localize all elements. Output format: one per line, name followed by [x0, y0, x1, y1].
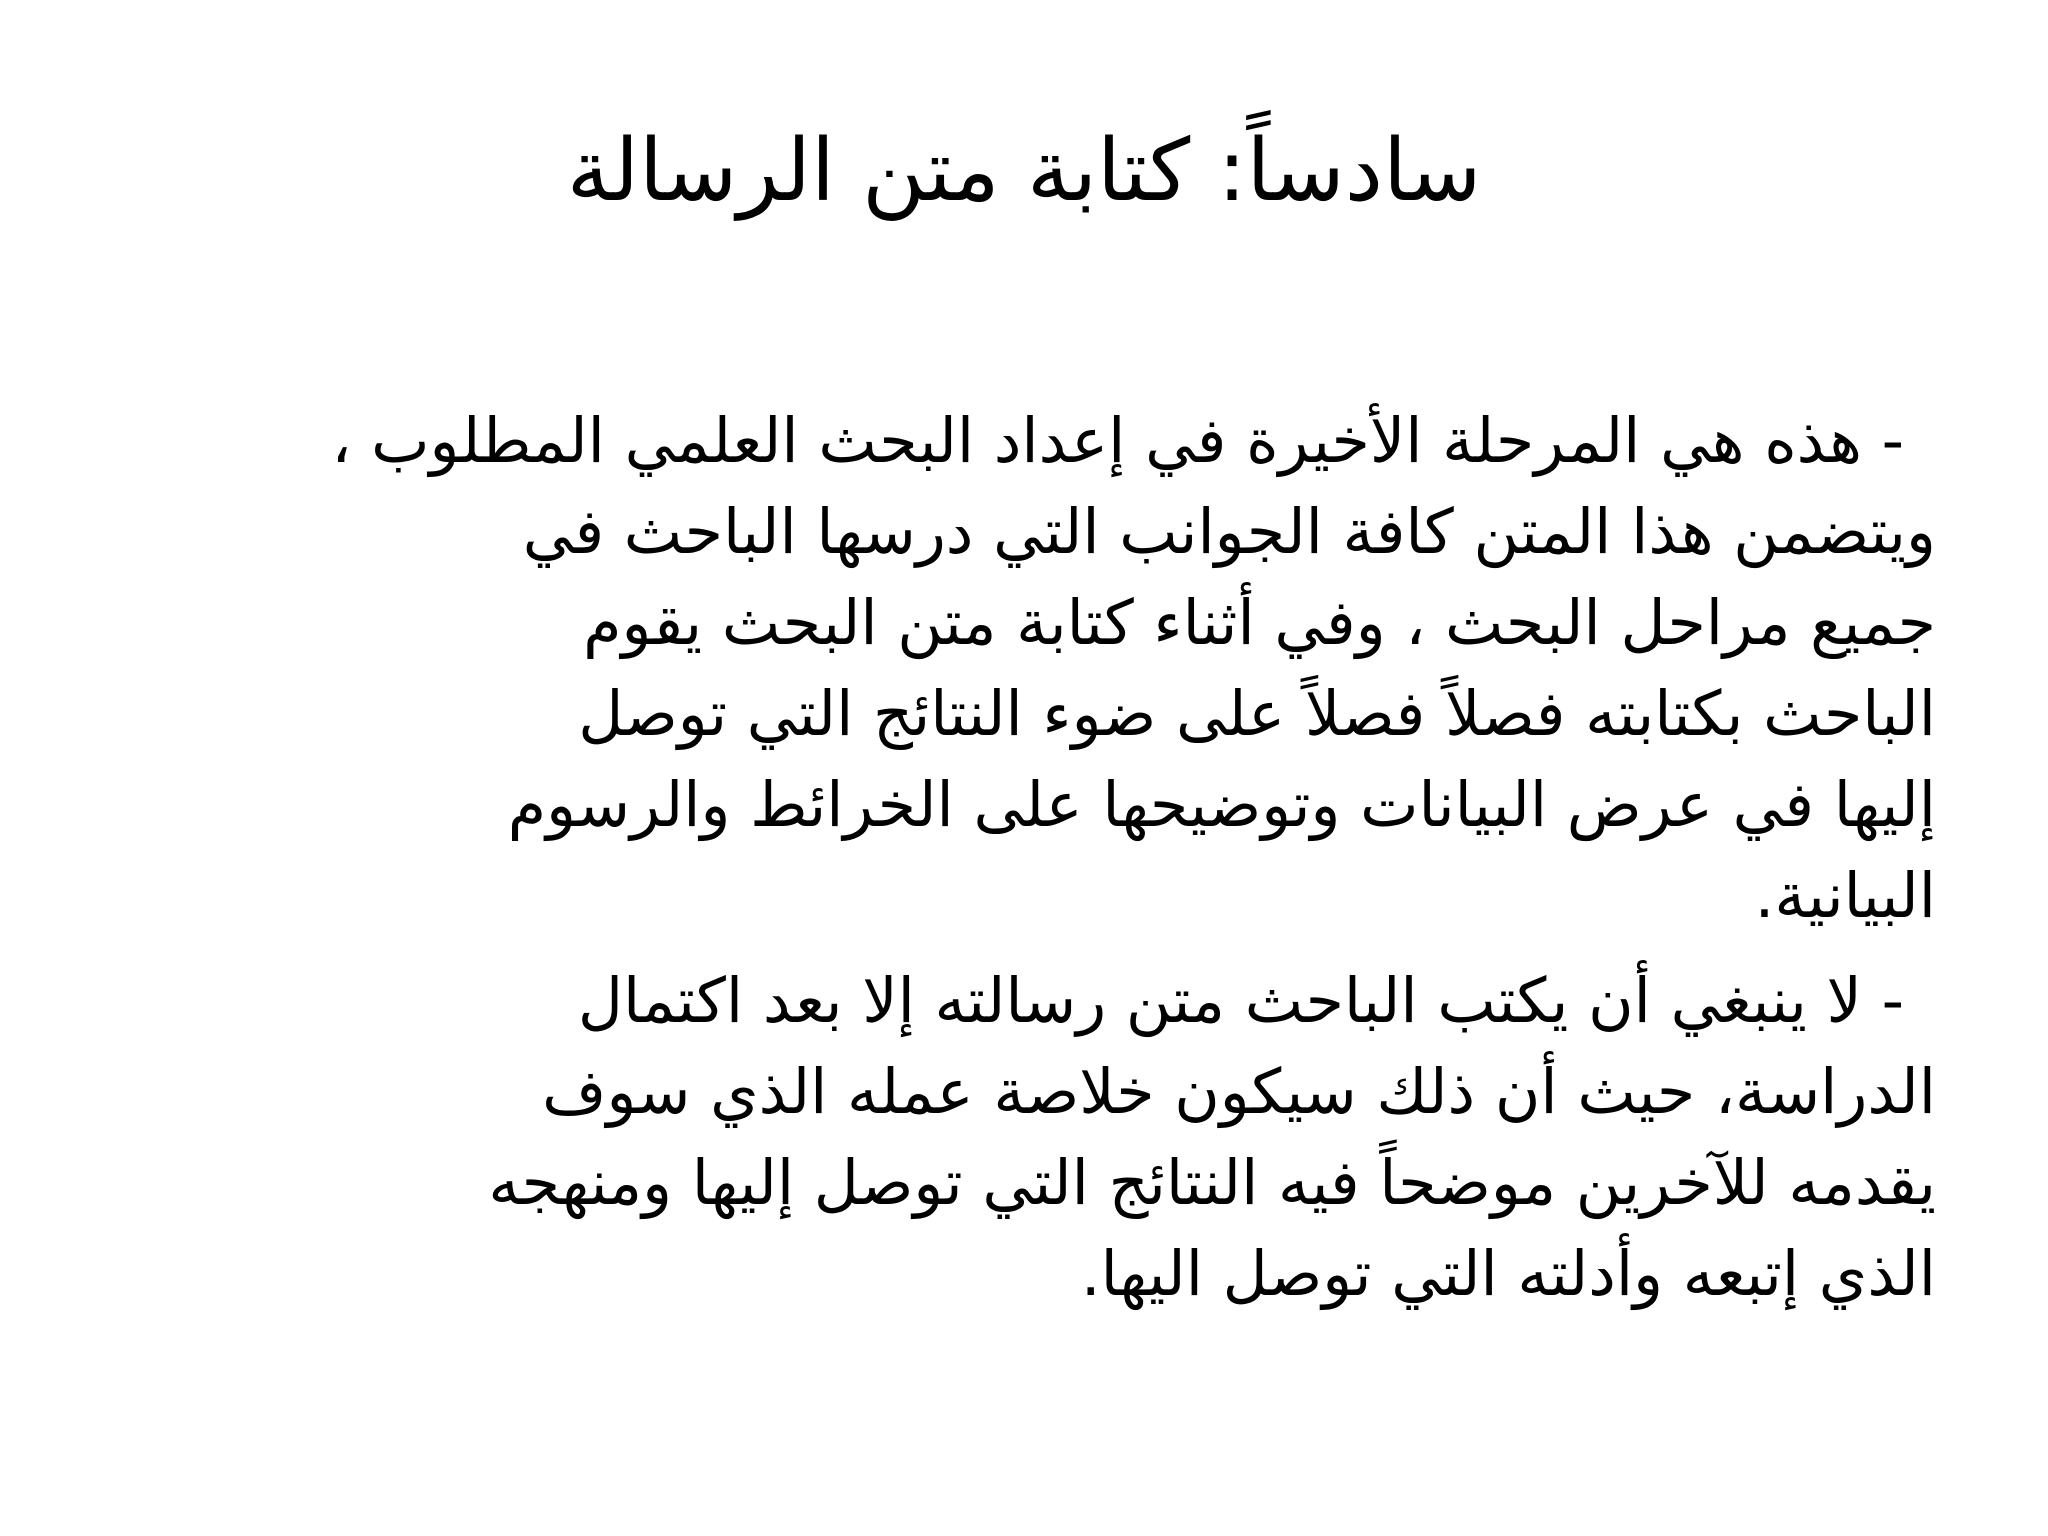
- paragraph-2-line-2: الدراسة، حيث أن ذلك سيكون خلاصة عمله الذي سوف: [542, 1055, 1936, 1128]
- paragraph-2: [296, 955, 1936, 1319]
- paragraph-2-line-3: يقدمه للآخرين موضحاً فيه النتائج التي توصل إليها ومنهجه: [488, 1146, 1936, 1219]
- paragraph-1-line-5: إليها في عرض البيانات وتوضيحها على الخرائط والرسوم: [507, 768, 1936, 841]
- paragraph-1-line-2: ويتضمن هذا المتن كافة الجوانب التي درسها الباحث في: [522, 495, 1936, 568]
- paragraph-2-line-4: الذي إتبعه وأدلته التي توصل اليها.: [1080, 1237, 1936, 1310]
- slide-title: سادساً: كتابة متن الرسالة: [566, 121, 1482, 221]
- slide-body: [296, 395, 1936, 1319]
- paragraph-1-line-1: - هذه هي المرحلة الأخيرة في إعداد البحث العلمي المطلوب ،: [331, 404, 1904, 477]
- paragraph-1-line-6: البيانية.: [1754, 859, 1936, 932]
- paragraph-1-line-4: الباحث بكتابته فصلاً فصلاً على ضوء النتائج التي توصل: [578, 677, 1936, 750]
- paragraph-1-line-3: جميع مراحل البحث ، وفي أثناء كتابة متن البحث يقوم: [583, 586, 1936, 659]
- paragraph-2-line-1: - لا ينبغي أن يكتب الباحث متن رسالته إلا بعد اكتمال: [577, 964, 1904, 1037]
- paragraph-1: [296, 395, 1936, 941]
